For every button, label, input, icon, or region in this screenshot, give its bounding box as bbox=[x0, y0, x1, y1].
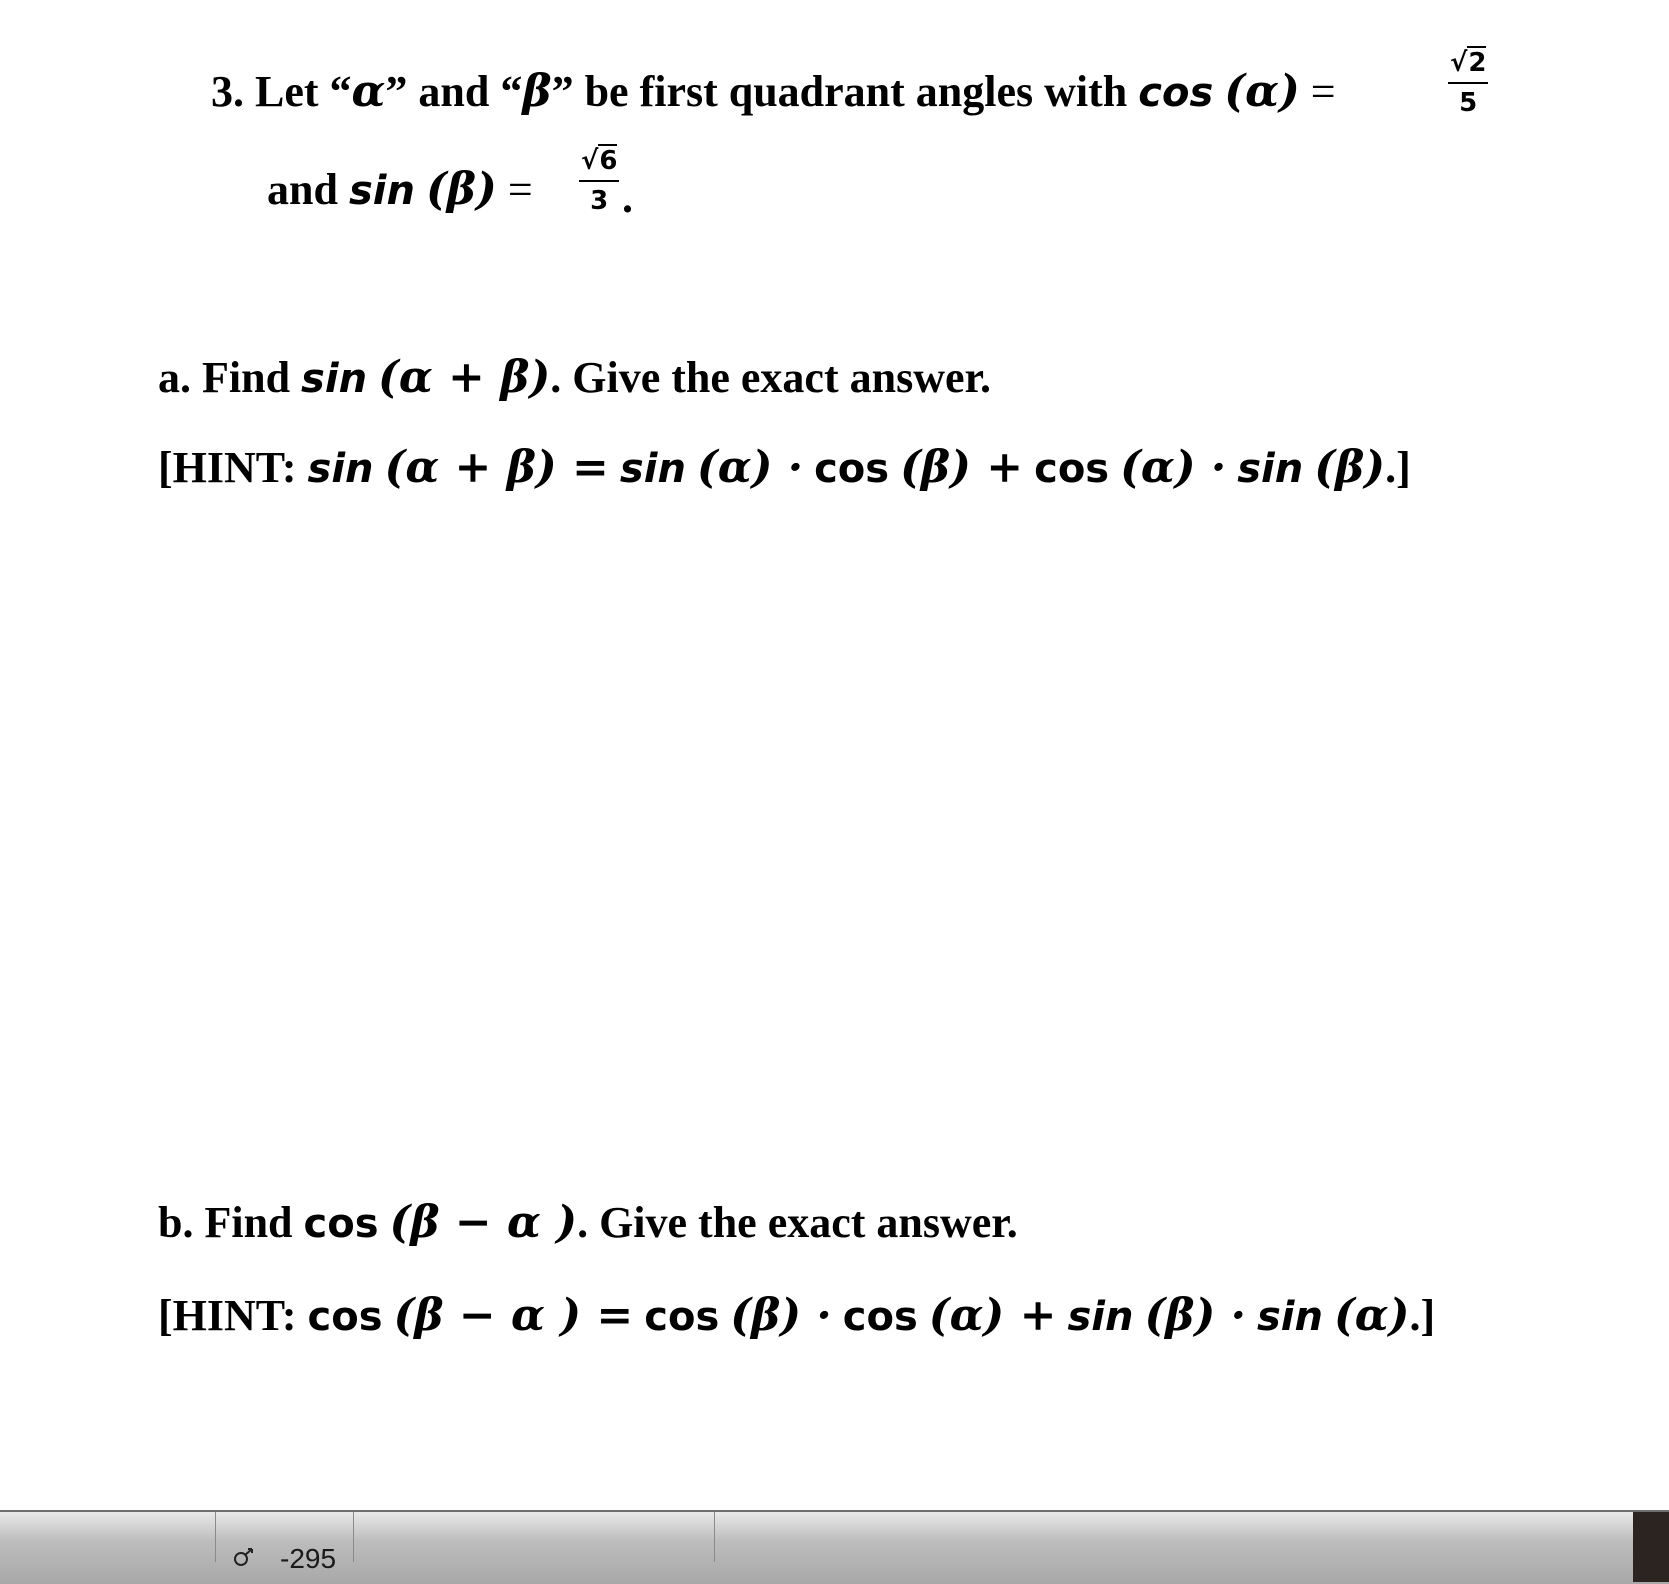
cos-alpha-arg: (α) bbox=[1224, 66, 1300, 117]
sqrt-icon: √2 bbox=[1450, 48, 1487, 78]
part-b-hint-close: .] bbox=[1409, 1291, 1436, 1340]
part-b-fn: cos bbox=[303, 1201, 379, 1247]
and-word: and bbox=[267, 165, 338, 214]
problem-period: . bbox=[622, 173, 633, 222]
part-a-hint-t3-arg: (α) · bbox=[1120, 442, 1227, 493]
part-b-hint bbox=[158, 1290, 1436, 1341]
link-icon[interactable] bbox=[233, 1546, 255, 1568]
cos-alpha-fraction bbox=[1448, 46, 1488, 118]
part-a-hint-lhs-arg: (α + β) = bbox=[384, 442, 609, 493]
part-b-hint-lhs-arg: (β − α ) = bbox=[393, 1290, 634, 1341]
part-a-hint-open: [HINT: bbox=[158, 443, 297, 492]
part-a-hint-t3-fn: cos bbox=[1034, 446, 1110, 492]
sin-beta-denominator: 3 bbox=[590, 186, 609, 216]
part-a-hint-close: .] bbox=[1385, 443, 1411, 492]
sin-beta-fraction bbox=[579, 144, 619, 216]
problem-mid2: ” be first quadrant angles with bbox=[551, 67, 1128, 116]
problem-intro: Let “ bbox=[255, 67, 352, 116]
fraction-bar bbox=[579, 180, 619, 182]
problem-line-1 bbox=[211, 66, 1336, 117]
part-b-hint-t3-arg: (β) · bbox=[1144, 1290, 1246, 1341]
cos-alpha-denominator: 5 bbox=[1459, 88, 1478, 118]
part-b-hint-t1-arg: (β) · bbox=[730, 1290, 832, 1341]
part-a-hint-t2-fn: cos bbox=[814, 446, 890, 492]
alpha-symbol: α bbox=[351, 66, 386, 117]
sqrt-icon: √6 bbox=[581, 146, 618, 176]
cos-alpha-fn: cos bbox=[1138, 70, 1214, 116]
part-b-hint-t4-arg: (α) bbox=[1333, 1290, 1410, 1341]
part-b-arg: (β − α ) bbox=[389, 1197, 578, 1248]
part-b-question bbox=[158, 1197, 1018, 1248]
sin-beta-fn: sin bbox=[348, 168, 415, 214]
part-a-label: a. Find bbox=[158, 353, 291, 402]
problem-number: 3. bbox=[211, 67, 244, 116]
status-cell-wide bbox=[714, 1512, 1634, 1562]
equals-sign-2: = bbox=[507, 165, 533, 214]
cos-alpha-numerator: 2 bbox=[1468, 48, 1487, 78]
part-a-hint-t2-arg: (β) + bbox=[900, 442, 1024, 493]
part-a-tail: . Give the exact answer. bbox=[550, 353, 991, 402]
sin-beta-arg: (β) bbox=[425, 164, 497, 215]
part-a-fn: sin bbox=[301, 356, 368, 402]
part-b-hint-t4-fn: sin bbox=[1256, 1294, 1323, 1340]
status-value: -295 bbox=[280, 1543, 337, 1574]
equals-sign: = bbox=[1310, 67, 1336, 116]
problem-mid1: ” and “ bbox=[385, 67, 523, 116]
part-b-label: b. Find bbox=[158, 1198, 293, 1247]
problem-line-2 bbox=[267, 164, 533, 215]
fraction-bar bbox=[1448, 82, 1488, 84]
part-a-hint bbox=[158, 442, 1411, 493]
part-b-hint-t2-fn: cos bbox=[842, 1294, 918, 1340]
part-b-hint-t1-fn: cos bbox=[644, 1294, 720, 1340]
part-b-hint-t2-arg: (α) + bbox=[928, 1290, 1057, 1341]
corner-block bbox=[1633, 1512, 1669, 1582]
part-a-hint-t4-fn: sin bbox=[1237, 446, 1304, 492]
status-cell-empty bbox=[353, 1512, 715, 1562]
part-a-hint-t1-fn: sin bbox=[619, 446, 686, 492]
part-a-question bbox=[158, 352, 991, 403]
sin-beta-numerator: 6 bbox=[599, 146, 618, 176]
part-b-hint-lhs-fn: cos bbox=[307, 1294, 383, 1340]
part-a-hint-t4-arg: (β) bbox=[1314, 442, 1386, 493]
beta-symbol: β bbox=[522, 66, 552, 117]
part-b-tail: . Give the exact answer. bbox=[577, 1198, 1018, 1247]
part-b-hint-open: [HINT: bbox=[158, 1291, 297, 1340]
part-a-hint-t1-arg: (α) · bbox=[696, 442, 804, 493]
part-a-hint-lhs-fn: sin bbox=[307, 446, 374, 492]
part-b-hint-t3-fn: sin bbox=[1067, 1294, 1134, 1340]
part-a-arg: (α + β) bbox=[378, 352, 551, 403]
